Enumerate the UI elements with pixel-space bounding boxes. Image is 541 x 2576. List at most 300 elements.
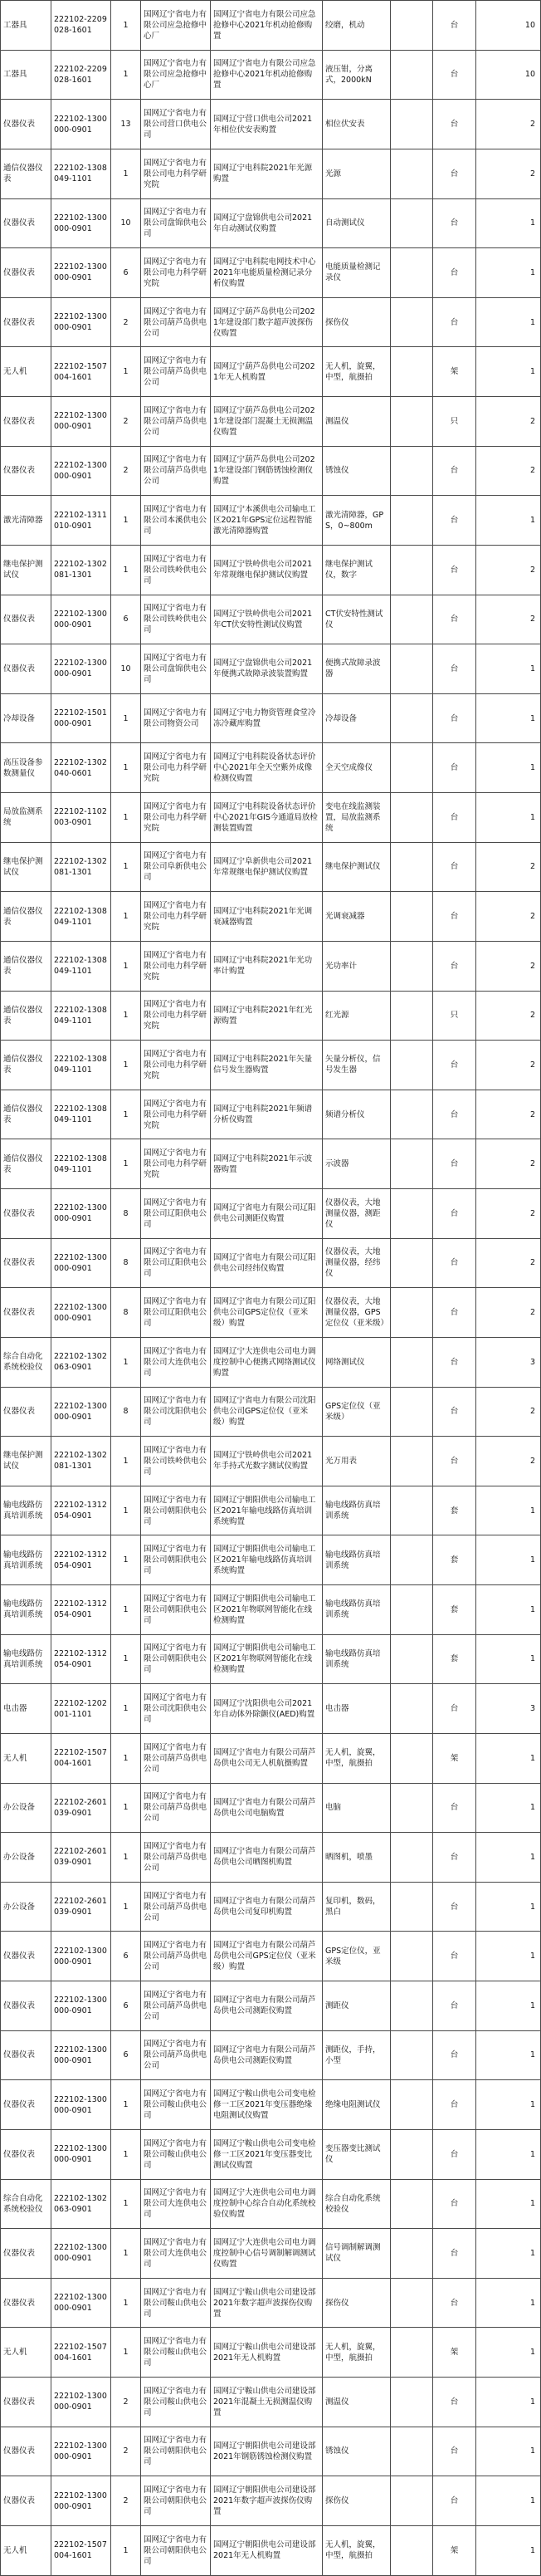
amount-cell: 1 <box>476 693 541 743</box>
category-cell: 高压设备参数测量仪 <box>1 743 51 793</box>
item-description-cell: 示波器 <box>323 1139 391 1189</box>
quantity-cell: 1 <box>111 1337 141 1387</box>
category-cell: 继电保护测试仪 <box>1 545 51 595</box>
company-cell: 国网辽宁省电力有限公司朝阳供电公司 <box>141 1585 211 1635</box>
item-description-cell: 变电在线监测装置，局放监测系统 <box>323 793 391 843</box>
item-description-cell: 晒图机，喷墨 <box>323 1833 391 1883</box>
table-row <box>1 1387 541 1437</box>
quantity-cell: 1 <box>111 1090 141 1139</box>
material-code-cell: 222102-1312054-0901 <box>51 1585 111 1635</box>
quantity-cell: 1 <box>111 892 141 942</box>
item-description-cell: 无人机，旋翼，中型，航摄拍 <box>323 2525 391 2575</box>
project-name-cell: 国网辽宁电科院2021年光调衰减器购置 <box>211 892 323 942</box>
quantity-cell: 8 <box>111 1288 141 1338</box>
quantity-cell: 1 <box>111 149 141 198</box>
company-cell: 国网辽宁省电力有限公司葫芦岛供电公司 <box>141 1783 211 1833</box>
amount-cell: 2 <box>476 842 541 892</box>
unit-cell: 台 <box>433 743 476 793</box>
category-cell: 通信仪器仪表 <box>1 991 51 1041</box>
blank-cell <box>391 2427 433 2476</box>
material-code-cell: 222102-1300000-0901 <box>51 644 111 694</box>
item-description-cell: 网络测试仪 <box>323 1337 391 1387</box>
quantity-cell: 1 <box>111 2328 141 2378</box>
table-row <box>1 842 541 892</box>
unit-cell: 台 <box>433 496 476 546</box>
category-cell: 继电保护测试仪 <box>1 842 51 892</box>
item-description-cell: 输电线路仿真培训系统 <box>323 1585 391 1635</box>
amount-cell: 1 <box>476 2328 541 2378</box>
blank-cell <box>391 1387 433 1437</box>
amount-cell: 2 <box>476 1189 541 1239</box>
table-row <box>1 1090 541 1139</box>
material-code-cell: 222102-1300000-0901 <box>51 1932 111 1981</box>
category-cell: 办公设备 <box>1 1882 51 1932</box>
material-code-cell: 222102-1308049-1101 <box>51 1041 111 1090</box>
project-name-cell: 国网辽宁省电力有限公司葫芦岛供电公司测距仪购置 <box>211 1981 323 2031</box>
material-code-cell: 222102-1300000-0901 <box>51 1981 111 2031</box>
amount-cell: 2 <box>476 1437 541 1486</box>
project-name-cell: 国网辽宁省电力有限公司葫芦岛供电公司电脑购置 <box>211 1783 323 1833</box>
category-cell: 通信仪器仪表 <box>1 1090 51 1139</box>
material-code-cell: 222102-2601039-0901 <box>51 1833 111 1883</box>
material-code-cell: 222102-1300000-0901 <box>51 2378 111 2427</box>
unit-cell: 台 <box>433 1189 476 1239</box>
amount-cell: 3 <box>476 1337 541 1387</box>
unit-cell: 台 <box>433 1387 476 1437</box>
quantity-cell: 1 <box>111 2179 141 2229</box>
amount-cell: 10 <box>476 50 541 100</box>
amount-cell: 2 <box>476 397 541 447</box>
amount-cell: 2 <box>476 1090 541 1139</box>
category-cell: 办公设备 <box>1 1833 51 1883</box>
company-cell: 国网辽宁省电力有限公司葫芦岛供电公司 <box>141 297 211 347</box>
blank-cell <box>391 1437 433 1486</box>
project-name-cell: 国网辽宁朝阳供电公司输电工区2021年物联网智能化在线检测购置 <box>211 1634 323 1684</box>
category-cell: 仪器仪表 <box>1 248 51 298</box>
category-cell: 仪器仪表 <box>1 2129 51 2179</box>
unit-cell: 台 <box>433 1238 476 1288</box>
item-description-cell: 输电线路仿真培训系统 <box>323 1486 391 1535</box>
project-name-cell: 国网辽宁葫芦岛供电公司2021年无人机购置 <box>211 347 323 397</box>
table-row <box>1 2278 541 2328</box>
table-row <box>1 1337 541 1387</box>
item-description-cell: 自动测试仪 <box>323 198 391 248</box>
blank-cell <box>391 793 433 843</box>
item-description-cell: 电脑 <box>323 1783 391 1833</box>
item-description-cell: 绞磨，机动 <box>323 1 391 51</box>
blank-cell <box>391 248 433 298</box>
blank-cell <box>391 50 433 100</box>
company-cell: 国网辽宁省电力有限公司沈阳供电公司 <box>141 1387 211 1437</box>
blank-cell <box>391 347 433 397</box>
project-name-cell: 国网辽宁省电力有限公司辽阳供电公司GPS定位仪（亚米级）购置 <box>211 1288 323 1338</box>
unit-cell: 台 <box>433 2129 476 2179</box>
material-code-cell: 222102-1507004-1601 <box>51 347 111 397</box>
project-name-cell: 国网辽宁电科院2021年矢量信号发生器购置 <box>211 1041 323 1090</box>
material-code-cell: 222102-1102003-0901 <box>51 793 111 843</box>
amount-cell: 1 <box>476 347 541 397</box>
blank-cell <box>391 1833 433 1883</box>
project-name-cell: 国网辽宁电科院2021年光功率计购置 <box>211 941 323 991</box>
category-cell: 仪器仪表 <box>1 2427 51 2476</box>
unit-cell: 台 <box>433 2476 476 2526</box>
unit-cell: 架 <box>433 2328 476 2378</box>
unit-cell: 台 <box>433 1090 476 1139</box>
item-description-cell: 激光清障器，GPS，0~800m <box>323 496 391 546</box>
project-name-cell: 国网辽宁电科院设备状态评价中心2021年全天空紫外成像检测仪购置 <box>211 743 323 793</box>
unit-cell: 台 <box>433 1139 476 1189</box>
material-code-cell: 222102-2601039-0901 <box>51 1882 111 1932</box>
table-row <box>1 1634 541 1684</box>
blank-cell <box>391 595 433 644</box>
amount-cell: 1 <box>476 1783 541 1833</box>
category-cell: 仪器仪表 <box>1 1932 51 1981</box>
company-cell: 国网辽宁省电力有限公司朝阳供电公司 <box>141 2476 211 2526</box>
table-row <box>1 1585 541 1635</box>
table-row <box>1 644 541 694</box>
category-cell: 无人机 <box>1 2525 51 2575</box>
unit-cell: 台 <box>433 545 476 595</box>
item-description-cell: 光功率计 <box>323 941 391 991</box>
quantity-cell: 2 <box>111 397 141 447</box>
item-description-cell: 探伤仪 <box>323 2278 391 2328</box>
unit-cell: 台 <box>433 1437 476 1486</box>
item-description-cell: 仪器仪表，大地测量仪器，测距仪 <box>323 1189 391 1239</box>
blank-cell <box>391 1 433 51</box>
project-name-cell: 国网辽宁省电力有限公司葫芦岛供电公司测距仪购置 <box>211 2030 323 2080</box>
project-name-cell: 国网辽宁鞍山供电公司建设部2021年混凝土无损测温仪购置 <box>211 2378 323 2427</box>
company-cell: 国网辽宁省电力有限公司电力科学研究院 <box>141 991 211 1041</box>
material-code-cell: 222102-2209028-1601 <box>51 50 111 100</box>
amount-cell: 2 <box>476 1041 541 1090</box>
quantity-cell: 1 <box>111 1041 141 1090</box>
quantity-cell: 2 <box>111 2378 141 2427</box>
table-row <box>1 1437 541 1486</box>
table-row <box>1 1535 541 1585</box>
quantity-cell: 1 <box>111 793 141 843</box>
item-description-cell: 无人机，旋翼，中型，航摄拍 <box>323 1733 391 1783</box>
project-name-cell: 国网辽宁省电力有限公司沈阳供电公司GPS定位仪（亚米级）购置 <box>211 1387 323 1437</box>
category-cell: 仪器仪表 <box>1 1288 51 1338</box>
table-row <box>1 297 541 347</box>
unit-cell: 台 <box>433 1288 476 1338</box>
material-code-cell: 222102-1312054-0901 <box>51 1634 111 1684</box>
category-cell: 仪器仪表 <box>1 2080 51 2130</box>
quantity-cell: 1 <box>111 743 141 793</box>
category-cell: 仪器仪表 <box>1 397 51 447</box>
amount-cell: 1 <box>476 2476 541 2526</box>
quantity-cell: 1 <box>111 842 141 892</box>
amount-cell: 2 <box>476 1288 541 1338</box>
blank-cell <box>391 991 433 1041</box>
table-row <box>1 693 541 743</box>
unit-cell: 台 <box>433 644 476 694</box>
table-row <box>1 1833 541 1883</box>
amount-cell: 1 <box>476 644 541 694</box>
unit-cell: 台 <box>433 1041 476 1090</box>
material-code-cell: 222102-1300000-0901 <box>51 1189 111 1239</box>
item-description-cell: 矢量分析仪，信号发生器 <box>323 1041 391 1090</box>
quantity-cell: 8 <box>111 1189 141 1239</box>
table-row <box>1 446 541 496</box>
material-code-cell: 222102-1300000-0901 <box>51 2129 111 2179</box>
quantity-cell: 1 <box>111 1882 141 1932</box>
table-row <box>1 100 541 149</box>
amount-cell: 2 <box>476 892 541 942</box>
blank-cell <box>391 1288 433 1338</box>
item-description-cell: 探伤仪 <box>323 297 391 347</box>
category-cell: 通信仪器仪表 <box>1 892 51 942</box>
category-cell: 无人机 <box>1 2328 51 2378</box>
material-code-cell: 222102-1300000-0901 <box>51 397 111 447</box>
material-code-cell: 222102-1302081-1301 <box>51 1437 111 1486</box>
table-row <box>1 149 541 198</box>
category-cell: 仪器仪表 <box>1 2030 51 2080</box>
blank-cell <box>391 2328 433 2378</box>
table-row <box>1 2427 541 2476</box>
category-cell: 仪器仪表 <box>1 1387 51 1437</box>
unit-cell: 台 <box>433 297 476 347</box>
project-name-cell: 国网辽宁省电力有限公司葫芦岛供电公司无人机航摄购置 <box>211 1733 323 1783</box>
category-cell: 通信仪器仪表 <box>1 1139 51 1189</box>
material-code-cell: 222102-1312054-0901 <box>51 1486 111 1535</box>
table-row <box>1 2129 541 2179</box>
item-description-cell: 红光源 <box>323 991 391 1041</box>
blank-cell <box>391 1733 433 1783</box>
quantity-cell: 1 <box>111 50 141 100</box>
table-row <box>1 892 541 942</box>
unit-cell: 台 <box>433 1932 476 1981</box>
category-cell: 仪器仪表 <box>1 2278 51 2328</box>
unit-cell: 架 <box>433 2525 476 2575</box>
unit-cell: 台 <box>433 595 476 644</box>
blank-cell <box>391 446 433 496</box>
amount-cell: 1 <box>476 496 541 546</box>
company-cell: 国网辽宁省电力有限公司朝阳供电公司 <box>141 1535 211 1585</box>
table-row <box>1 1 541 51</box>
project-name-cell: 国网辽宁大连供电公司电力调度控制中心综合自动化系统校验仪购置 <box>211 2179 323 2229</box>
item-description-cell: 无人机，旋翼，中型，航摄拍 <box>323 347 391 397</box>
project-name-cell: 国网辽宁沈阳供电公司2021年自动体外除颤仪(AED)购置 <box>211 1684 323 1734</box>
project-name-cell: 国网辽宁朝阳供电公司输电工区2021年输电线路仿真培训系统购置 <box>211 1535 323 1585</box>
project-name-cell: 国网辽宁省电力有限公司葫芦岛供电公司晒图机购置 <box>211 1833 323 1883</box>
company-cell: 国网辽宁省电力有限公司葫芦岛供电公司 <box>141 1882 211 1932</box>
item-description-cell: 测距仪，手持，小型 <box>323 2030 391 2080</box>
category-cell: 仪器仪表 <box>1 2229 51 2279</box>
category-cell: 仪器仪表 <box>1 446 51 496</box>
quantity-cell: 6 <box>111 2030 141 2080</box>
unit-cell: 架 <box>433 347 476 397</box>
unit-cell: 台 <box>433 1783 476 1833</box>
quantity-cell: 1 <box>111 545 141 595</box>
material-code-cell: 222102-1300000-0901 <box>51 446 111 496</box>
category-cell: 无人机 <box>1 1733 51 1783</box>
category-cell: 工器具 <box>1 50 51 100</box>
item-description-cell: GPS定位仪，亚米级 <box>323 1932 391 1981</box>
amount-cell: 1 <box>476 2378 541 2427</box>
amount-cell: 1 <box>476 2278 541 2328</box>
blank-cell <box>391 496 433 546</box>
category-cell: 综合自动化系统校验仪 <box>1 1337 51 1387</box>
category-cell: 仪器仪表 <box>1 1189 51 1239</box>
quantity-cell: 1 <box>111 2129 141 2179</box>
material-code-cell: 222102-1507004-1601 <box>51 2328 111 2378</box>
amount-cell: 1 <box>476 198 541 248</box>
table-row <box>1 198 541 248</box>
company-cell: 国网辽宁省电力有限公司朝阳供电公司 <box>141 1634 211 1684</box>
table-row <box>1 2030 541 2080</box>
blank-cell <box>391 545 433 595</box>
company-cell: 国网辽宁省电力有限公司物资公司 <box>141 693 211 743</box>
table-row <box>1 50 541 100</box>
project-name-cell: 国网辽宁省电力有限公司辽阳供电公司测距仪购置 <box>211 1189 323 1239</box>
project-name-cell: 国网辽宁鞍山供电公司建设部2021年无人机购置 <box>211 2328 323 2378</box>
blank-cell <box>391 1585 433 1635</box>
quantity-cell: 1 <box>111 941 141 991</box>
company-cell: 国网辽宁省电力有限公司鞍山供电公司 <box>141 2080 211 2130</box>
company-cell: 国网辽宁省电力有限公司鞍山供电公司 <box>141 2328 211 2378</box>
blank-cell <box>391 1139 433 1189</box>
item-description-cell: 冷却设备 <box>323 693 391 743</box>
quantity-cell: 2 <box>111 297 141 347</box>
quantity-cell: 1 <box>111 1833 141 1883</box>
quantity-cell: 1 <box>111 1139 141 1189</box>
unit-cell: 只 <box>433 991 476 1041</box>
table-row <box>1 1238 541 1288</box>
unit-cell: 台 <box>433 941 476 991</box>
company-cell: 国网辽宁省电力有限公司鞍山供电公司 <box>141 2129 211 2179</box>
item-description-cell: CT伏安特性测试仪 <box>323 595 391 644</box>
table-row <box>1 1882 541 1932</box>
unit-cell: 台 <box>433 2030 476 2080</box>
project-name-cell: 国网辽宁阜新供电公司2021年常规继电保护测试仪购置 <box>211 842 323 892</box>
material-code-cell: 222102-1308049-1101 <box>51 149 111 198</box>
company-cell: 国网辽宁省电力有限公司应急抢修中心厂 <box>141 50 211 100</box>
amount-cell: 10 <box>476 1 541 51</box>
material-code-cell: 222102-1300000-0901 <box>51 595 111 644</box>
unit-cell: 台 <box>433 892 476 942</box>
material-code-cell: 222102-1302063-0901 <box>51 2179 111 2229</box>
blank-cell <box>391 149 433 198</box>
material-code-cell: 222102-1507004-1601 <box>51 2525 111 2575</box>
material-code-cell: 222102-1308049-1101 <box>51 941 111 991</box>
material-code-cell: 222102-1300000-0901 <box>51 2229 111 2279</box>
item-description-cell: 测温仪 <box>323 397 391 447</box>
amount-cell: 1 <box>476 2525 541 2575</box>
blank-cell <box>391 1932 433 1981</box>
item-description-cell: 仪器仪表，大地测量仪器，GPS定位仪（亚米级） <box>323 1288 391 1338</box>
project-name-cell: 国网辽宁省电力有限公司葫芦岛供电公司复印机购置 <box>211 1882 323 1932</box>
table-row <box>1 1486 541 1535</box>
quantity-cell: 1 <box>111 991 141 1041</box>
project-name-cell: 国网辽宁鞍山供电公司建设部2021年数字超声波探伤仪购置 <box>211 2278 323 2328</box>
blank-cell <box>391 892 433 942</box>
quantity-cell: 2 <box>111 2476 141 2526</box>
project-name-cell: 国网辽宁葫芦岛供电公司2021年建设部门钢筋锈蚀检测仪购置 <box>211 446 323 496</box>
project-name-cell: 国网辽宁省电力有限公司应急抢修中心2021年机动抢修购置 <box>211 50 323 100</box>
unit-cell: 台 <box>433 198 476 248</box>
table-row <box>1 1288 541 1338</box>
amount-cell: 2 <box>476 1139 541 1189</box>
unit-cell: 台 <box>433 1 476 51</box>
company-cell: 国网辽宁省电力有限公司鞍山供电公司 <box>141 2378 211 2427</box>
company-cell: 国网辽宁省电力有限公司应急抢修中心厂 <box>141 1 211 51</box>
category-cell: 仪器仪表 <box>1 595 51 644</box>
blank-cell <box>391 644 433 694</box>
table-row <box>1 2080 541 2130</box>
company-cell: 国网辽宁省电力有限公司朝阳供电公司 <box>141 2427 211 2476</box>
amount-cell: 1 <box>476 1882 541 1932</box>
item-description-cell: 无人机，旋翼，中型，航摄拍 <box>323 2328 391 2378</box>
project-name-cell: 国网辽宁电科院2021年红光源购置 <box>211 991 323 1041</box>
item-description-cell: 继电保护测试仪 <box>323 842 391 892</box>
material-code-cell: 222102-1501000-0901 <box>51 693 111 743</box>
category-cell: 仪器仪表 <box>1 644 51 694</box>
blank-cell <box>391 1238 433 1288</box>
company-cell: 国网辽宁省电力有限公司电力科学研究院 <box>141 892 211 942</box>
table-row <box>1 1733 541 1783</box>
category-cell: 办公设备 <box>1 1783 51 1833</box>
category-cell: 通信仪器仪表 <box>1 1041 51 1090</box>
company-cell: 国网辽宁省电力有限公司葫芦岛供电公司 <box>141 2030 211 2080</box>
unit-cell: 台 <box>433 1981 476 2031</box>
company-cell: 国网辽宁省电力有限公司葫芦岛供电公司 <box>141 347 211 397</box>
company-cell: 国网辽宁省电力有限公司铁岭供电公司 <box>141 595 211 644</box>
amount-cell: 1 <box>476 2030 541 2080</box>
blank-cell <box>391 743 433 793</box>
category-cell: 仪器仪表 <box>1 2378 51 2427</box>
amount-cell: 3 <box>476 1684 541 1734</box>
item-description-cell: 电击器 <box>323 1684 391 1734</box>
unit-cell: 套 <box>433 1634 476 1684</box>
blank-cell <box>391 693 433 743</box>
table-row <box>1 496 541 546</box>
table-row <box>1 1041 541 1090</box>
project-name-cell: 国网辽宁鞍山供电公司变电检修一工区2021年变压器变比测试仪购置 <box>211 2129 323 2179</box>
amount-cell: 1 <box>476 1486 541 1535</box>
amount-cell: 1 <box>476 2129 541 2179</box>
item-description-cell: 仪器仪表，大地测量仪器，经纬仪 <box>323 1238 391 1288</box>
company-cell: 国网辽宁省电力有限公司葫芦岛供电公司 <box>141 1733 211 1783</box>
company-cell: 国网辽宁省电力有限公司鞍山供电公司 <box>141 2278 211 2328</box>
category-cell: 无人机 <box>1 347 51 397</box>
amount-cell: 2 <box>476 545 541 595</box>
company-cell: 国网辽宁省电力有限公司大连供电公司 <box>141 2179 211 2229</box>
category-cell: 局放监测系统 <box>1 793 51 843</box>
company-cell: 国网辽宁省电力有限公司营口供电公司 <box>141 100 211 149</box>
project-name-cell: 国网辽宁省电力有限公司应急抢修中心2021年机动抢修购置 <box>211 1 323 51</box>
blank-cell <box>391 1486 433 1535</box>
category-cell: 仪器仪表 <box>1 2476 51 2526</box>
material-code-cell: 222102-1312054-0901 <box>51 1535 111 1585</box>
amount-cell: 2 <box>476 595 541 644</box>
amount-cell: 1 <box>476 1932 541 1981</box>
blank-cell <box>391 1337 433 1387</box>
table-row <box>1 743 541 793</box>
quantity-cell: 6 <box>111 1981 141 2031</box>
material-code-cell: 222102-1311010-0901 <box>51 496 111 546</box>
material-code-cell: 222102-1300000-0901 <box>51 297 111 347</box>
unit-cell: 套 <box>433 1535 476 1585</box>
project-name-cell: 国网辽宁葫芦岛供电公司2021年建设部门混凝土无损测温仪购置 <box>211 397 323 447</box>
quantity-cell: 1 <box>111 1684 141 1734</box>
blank-cell <box>391 297 433 347</box>
quantity-cell: 6 <box>111 1932 141 1981</box>
item-description-cell: 光源 <box>323 149 391 198</box>
material-code-cell: 222102-2209028-1601 <box>51 1 111 51</box>
quantity-cell: 1 <box>111 1783 141 1833</box>
company-cell: 国网辽宁省电力有限公司铁岭供电公司 <box>141 545 211 595</box>
